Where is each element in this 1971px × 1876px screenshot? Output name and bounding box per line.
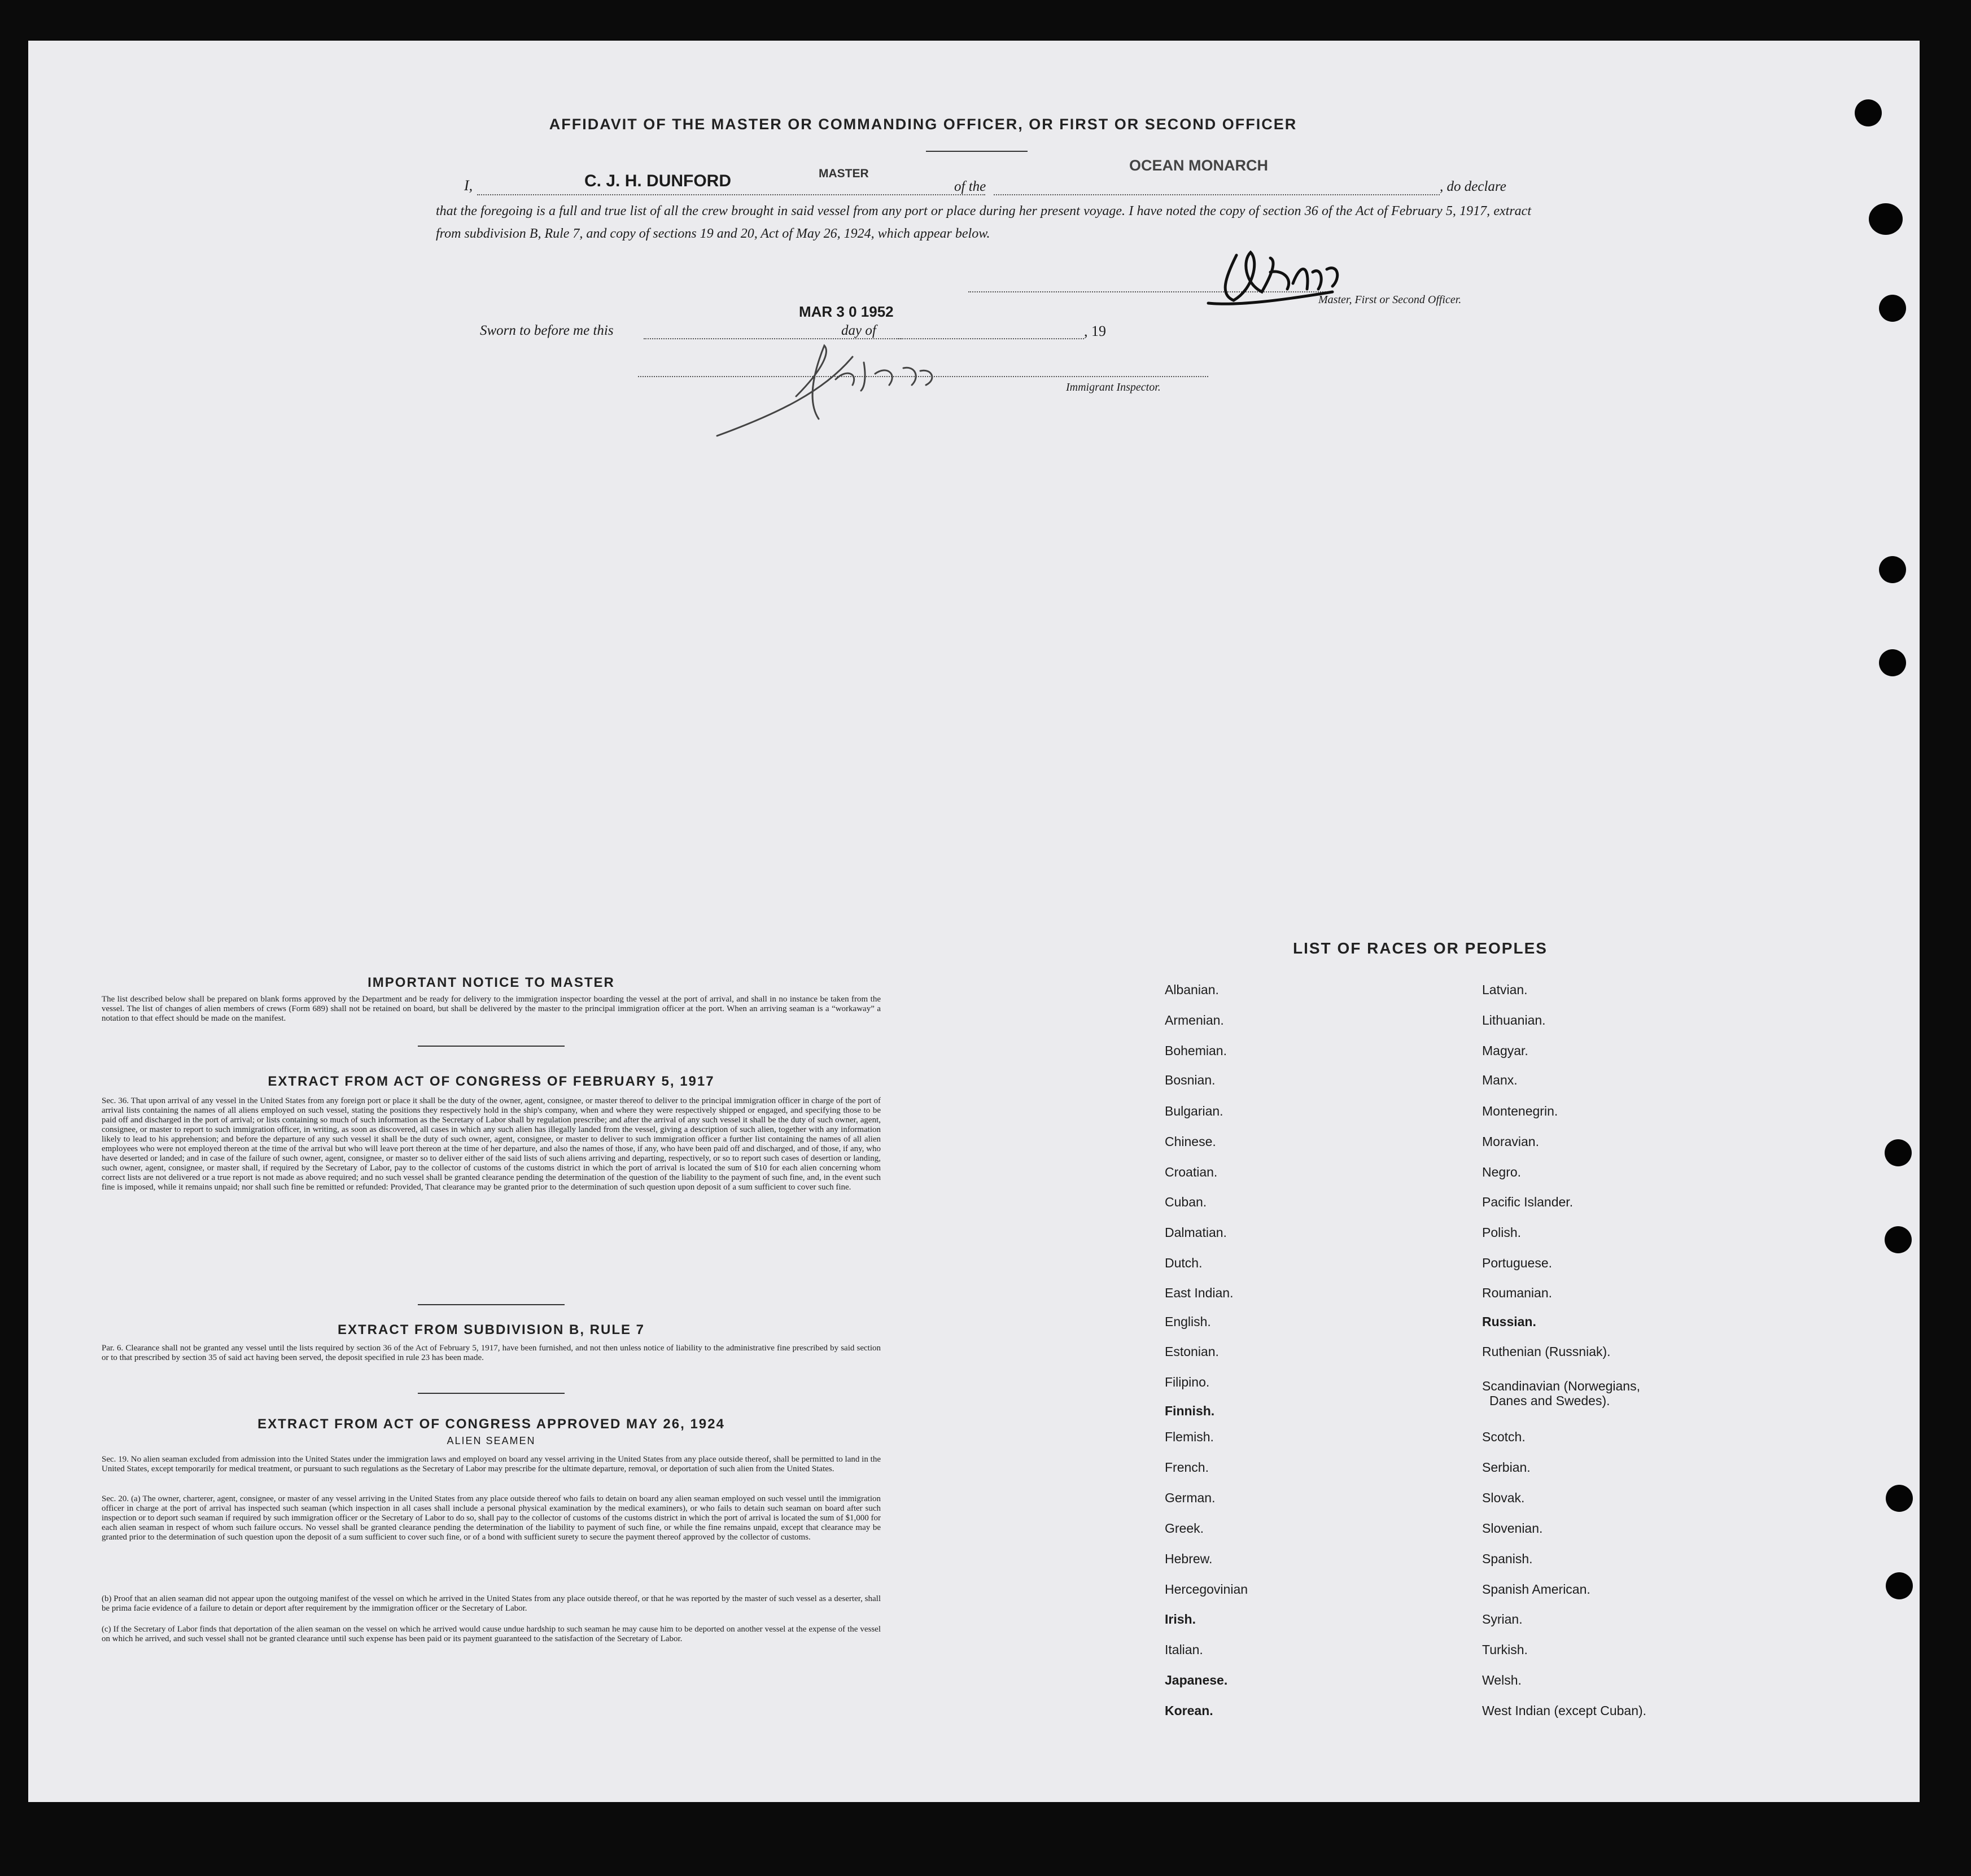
- punch-hole: [1885, 1226, 1912, 1253]
- race-left-23: Italian.: [1165, 1642, 1203, 1657]
- i-label: I,: [464, 177, 473, 194]
- race-left-5: Bulgarian.: [1165, 1104, 1223, 1118]
- race-right-23: Turkish.: [1482, 1642, 1528, 1657]
- race-right-10: Portuguese.: [1482, 1256, 1553, 1270]
- race-left-21: Hercegovinian: [1165, 1582, 1248, 1597]
- alien-seamen-subtitle: ALIEN SEAMEN: [447, 1435, 536, 1446]
- extract-1917-text: Sec. 36. That upon arrival of any vessel in the United States from any foreign port or place it shall be the duty of the owner, agent, consignee, or master thereof to deliver to the principal immigration officer in charge of the port of arrival lists containing the names of all aliens employed on such vessel, stating the positions they respectively hold in the ship's company, when and where they were respectively shipped or engaged, and specifying those to be paid off and discharged in the port of arrival; or lists containing so much of such information as the Secretary of Labor shall by regulation prescribe; and after the arrival of any such vessel it shall be the duty of such owner, agent, consignee, or master to report to such immigration officer, in writing, as soon as discovered, all cases in which any such alien has illegally landed from the vessel, giving a description of such alien, together with any information likely to lead to his apprehension; and before the departure of any such vessel it shall be the duty of such owner, agent, consignee, or master to deliver to such immigration officer a further list containing the names of all alien employees who were not employed thereon at the time of the arrival but who will leave port thereon at the time of her departure, and also the names of those, if any, who have been paid off and discharged, and of those, if any, who have deserted or landed; and in case of the failure of such owner, agent, consignee, or master so to deliver either of the said lists of such aliens arriving and departing, respectively, or so to report such cases of desertion or landing, such owner, agent, consignee, or master shall, if required by the Secretary of Labor, pay to the collector of customs of the customs district in which the port of arrival is located the sum of $10 for each alien concerning whom correct lists are not delivered or a true report is not made as above required; and no such vessel shall be granted clearance pending the determination of the question of the liability to the payment of such fine, and, in the event such fine is imposed, while it remains unpaid; nor shall such fine be remitted or refunded: Provided, That clearance may be granted prior to the determination of such question upon deposit of a sum sufficient to cover such fine.: [102, 1096, 881, 1192]
- race-left-18: German.: [1165, 1490, 1216, 1505]
- race-right-4: Manx.: [1482, 1073, 1518, 1087]
- master-name: C. J. H. DUNFORD: [584, 172, 732, 190]
- affidavit-body: that the foregoing is a full and true list of all the crew brought in said vessel from any port or place during her present voyage. I have noted the copy of section 36 of the Act of February 5, 1917, extract from subdivision B, Rule 7, and copy of sections 19 and 20, Act of May 26, 1924, which appear below.: [436, 204, 1531, 241]
- race-left-1: Albanian.: [1165, 982, 1219, 997]
- rule7-text: Par. 6. Clearance shall not be granted any vessel until the lists required by section 36 of the Act of February 5, 1917, have been furnished, and not then unless notice of liability to the administrative fine prescribed by said section or to that prescribed by section 35 of said act having been served, the deposit specified in rule 23 has been made.: [102, 1344, 881, 1362]
- race-left-8: Cuban.: [1165, 1195, 1207, 1209]
- race-right-2: Lithuanian.: [1482, 1013, 1546, 1027]
- race-left-22: Irish.: [1165, 1612, 1196, 1626]
- race-left-3: Bohemian.: [1165, 1043, 1227, 1058]
- rule7-title: EXTRACT FROM SUBDIVISION B, RULE 7: [337, 1322, 645, 1337]
- of-the-label: of the: [954, 179, 986, 194]
- notice-title: IMPORTANT NOTICE TO MASTER: [368, 975, 615, 990]
- race-left-25: Korean.: [1165, 1703, 1213, 1718]
- affidavit-title: AFFIDAVIT OF THE MASTER OR COMMANDING OFFICER, OR FIRST OR SECOND OFFICER: [549, 116, 1297, 133]
- extract-1924-title: EXTRACT FROM ACT OF CONGRESS APPROVED MAY 26, 1924: [257, 1416, 725, 1432]
- notice-text: The list described below shall be prepared on blank forms approved by the Department and be ready for delivery to the immigration inspector boarding the vessel at the port of arrival, and shall in no instance be taken from the vessel. The list of changes of alien members of crews (Form 689) shall not be retained on board, but shall be delivered by the master to the principal immigration officer at the port. When an arriving seaman is a “workaway” a notation to that effect should be made on the manifest.: [102, 995, 881, 1023]
- divider-3: [418, 1393, 565, 1394]
- extract-1924-sec20b: (b) Proof that an alien seaman did not appear upon the outgoing manifest of the vessel on which he arrived in the United States from any place outside thereof, or that he was reported by the master of such vessel as a deserter, shall be prima facie evidence of a failure to detain or deport after requirement by the immigration officer or the Secretary of Labor.: [102, 1594, 881, 1613]
- race-left-15: Finnish.: [1165, 1403, 1215, 1418]
- extract-1924-sec20a: Sec. 20. (a) The owner, charterer, agent, consignee, or master of any vessel arriving in the United States from any place outside thereof who fails to detain on board any alien seaman employed on such vessel until the immigration officer in charge at the port of arrival has inspected such seaman (which inspection in all cases shall include a personal physical examination by the medical examiners), or who fails to detain such seaman on board after such inspection or to deport such seaman if required by such immigration officer or the Secretary of Labor to do so, shall pay to the collector of customs of the customs district in which the port of arrival is located the sum of $1,000 for each alien seaman in respect of whom such failure occurs. No vessel shall be granted clearance pending the determination of the liability to payment of such fine, or while the fine remains unpaid, except that clearance may be granted prior to the determination of such question upon the deposit of a sum sufficient to cover such fine, or of a bond with sufficient surety to secure the payment thereof approved by the collector of customs.: [102, 1494, 881, 1542]
- race-left-20: Hebrew.: [1165, 1551, 1213, 1566]
- name-line: [477, 194, 985, 195]
- race-left-14: Filipino.: [1165, 1375, 1210, 1389]
- race-right-21: Spanish American.: [1482, 1582, 1590, 1597]
- punch-hole: [1879, 556, 1906, 583]
- punch-hole: [1869, 203, 1903, 235]
- punch-hole: [1886, 1485, 1913, 1512]
- title-underline: [926, 151, 1028, 152]
- race-left-16: Flemish.: [1165, 1429, 1214, 1444]
- punch-hole: [1886, 1572, 1913, 1599]
- punch-hole: [1885, 1139, 1912, 1166]
- race-right-17: Serbian.: [1482, 1460, 1531, 1475]
- race-left-12: English.: [1165, 1314, 1211, 1329]
- race-right-6: Moravian.: [1482, 1134, 1539, 1149]
- stamp-date: MAR 3 0 1952: [799, 303, 894, 320]
- race-right-20: Spanish.: [1482, 1551, 1533, 1566]
- race-right-12: Russian.: [1482, 1314, 1536, 1329]
- punch-hole: [1879, 649, 1906, 676]
- race-left-17: French.: [1165, 1460, 1209, 1475]
- race-left-2: Armenian.: [1165, 1013, 1224, 1027]
- race-right-14: Scandinavian (Norwegians,: [1482, 1379, 1640, 1393]
- race-right-5: Montenegrin.: [1482, 1104, 1558, 1118]
- race-left-19: Greek.: [1165, 1521, 1204, 1536]
- extract-1924-sec20c: (c) If the Secretary of Labor finds that deportation of the alien seaman on the vessel on which he arrived would cause undue hardship to such seaman he may cause him to be deported on another vessel at the expense of the vessel on which he arrived, and such vessel shall not be granted clearance until such expense has been paid or its payment guaranteed to the satisfaction of the Secretary of Labor.: [102, 1625, 881, 1643]
- race-left-4: Bosnian.: [1165, 1073, 1216, 1087]
- year-prefix: , 19: [1084, 323, 1106, 339]
- race-right-8: Pacific Islander.: [1482, 1195, 1574, 1209]
- race-right-22: Syrian.: [1482, 1612, 1523, 1626]
- divider-2: [418, 1304, 565, 1305]
- do-declare: , do declare: [1440, 179, 1506, 194]
- race-right-13: Ruthenian (Russniak).: [1482, 1344, 1611, 1359]
- race-right-1: Latvian.: [1482, 982, 1528, 997]
- race-right-25: West Indian (except Cuban).: [1482, 1703, 1647, 1718]
- form-page: [28, 41, 1920, 1802]
- punch-hole: [1855, 99, 1882, 126]
- race-right-15: Danes and Swedes).: [1489, 1393, 1610, 1408]
- master-caption: Master, First or Second Officer.: [1318, 294, 1462, 306]
- race-left-6: Chinese.: [1165, 1134, 1216, 1149]
- extract-1917-title: EXTRACT FROM ACT OF CONGRESS OF FEBRUARY 5, 1917: [268, 1074, 715, 1089]
- race-left-7: Croatian.: [1165, 1165, 1218, 1179]
- inspector-caption: Immigrant Inspector.: [1066, 381, 1161, 393]
- race-right-16: Scotch.: [1482, 1429, 1526, 1444]
- race-right-19: Slovenian.: [1482, 1521, 1543, 1536]
- race-left-24: Japanese.: [1165, 1673, 1228, 1687]
- extract-1924-sec19: Sec. 19. No alien seaman excluded from admission into the United States under the immigration laws and employed on board any vessel arriving in the United States from any place outside thereof, shall be permitted to land in the United States, except temporarily for medical treatment, or pursuant to such regulations as the Secretary of Labor may prescribe for the ultimate departure, removal, or deportation of such alien from the United States.: [102, 1455, 881, 1473]
- inspector-signature: [711, 334, 971, 441]
- punch-hole: [1879, 295, 1906, 322]
- day-of-label: day of: [841, 323, 876, 338]
- races-title: LIST OF RACES OR PEOPLES: [1293, 939, 1548, 957]
- race-left-13: Estonian.: [1165, 1344, 1219, 1359]
- sworn-label: Sworn to before me this: [480, 323, 614, 338]
- race-left-11: East Indian.: [1165, 1285, 1234, 1300]
- race-right-7: Negro.: [1482, 1165, 1522, 1179]
- race-right-9: Polish.: [1482, 1225, 1522, 1240]
- race-right-11: Roumanian.: [1482, 1285, 1553, 1300]
- vessel-name: OCEAN MONARCH: [1129, 157, 1268, 174]
- race-right-18: Slovak.: [1482, 1490, 1525, 1505]
- divider-1: [418, 1046, 565, 1047]
- race-left-10: Dutch.: [1165, 1256, 1203, 1270]
- race-right-24: Welsh.: [1482, 1673, 1522, 1687]
- race-right-3: Magyar.: [1482, 1043, 1528, 1058]
- race-left-9: Dalmatian.: [1165, 1225, 1227, 1240]
- vessel-line: [994, 194, 1440, 195]
- master-rank: MASTER: [819, 167, 869, 180]
